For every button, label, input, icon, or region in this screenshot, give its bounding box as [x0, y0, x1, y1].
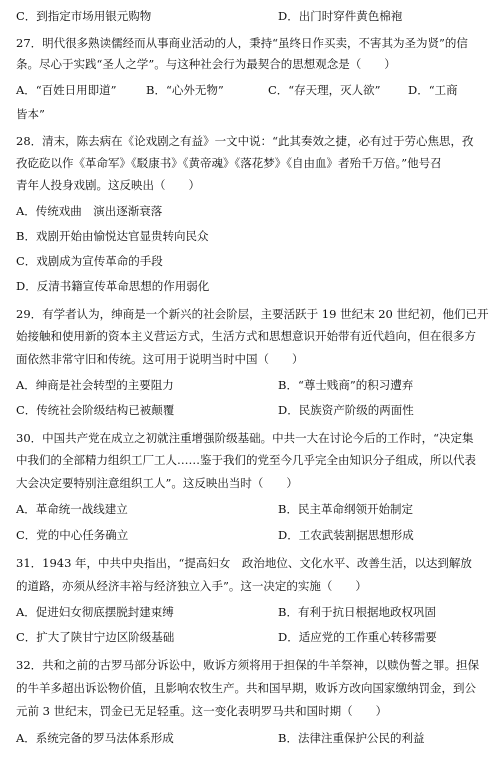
question-32-stem-line-2: 的牛羊多超出诉讼物价值，且影响农牧生产。共和国早期，败诉方改向国家缴纳罚金，到公: [16, 681, 476, 695]
question-28-stem-line-2: 孜矻矻以作《革命军》《駁康书》《黄帝魂》《落花梦》《自由血》者殆千万倍。”他号召: [16, 156, 442, 170]
option-c: C．“存天理，灭人欲”: [268, 83, 381, 97]
option-d: D．反清书籍宣传革命思想的作用弱化: [16, 279, 210, 293]
option-b: B．戏剧开始由愉悦达官显贵转向民众: [16, 229, 209, 243]
option-a: A．促进妇女彻底摆脱封建束缚: [16, 605, 174, 619]
question-27-option-continuation: 皆本”: [16, 107, 45, 121]
option-a: A．传统戏曲 演出逐渐衰落: [16, 204, 163, 218]
option-a: A．革命统一战线建立: [16, 502, 128, 516]
question-31-stem-line-2: 的道路，亦须从经济丰裕与经济独立入手”。这一决定的实施（ ）: [16, 579, 367, 593]
option-row: [16, 629, 484, 645]
option-d: D．适应党的工作重心转移需要: [278, 630, 437, 644]
option-row: [16, 501, 484, 517]
option-c: C．戏剧成为宣传革命的手段: [16, 254, 163, 268]
question-28-stem-line-3: 青年人投身戏剧。这反映出（ ）: [16, 178, 200, 192]
question-27-stem-line-1: 27．明代很多熟读儒经而从事商业活动的人，秉持“虽终日作买卖，不害其为圣为贤”的信: [16, 36, 468, 50]
question-32-stem-line-3: 元前 3 世纪末，罚金已无足轻重。这一变化表明罗马共和国时期（ ）: [16, 704, 388, 718]
question-32-stem-line-1: 32．共和之前的古罗马部分诉讼中，败诉方须将用于担保的牛羊祭神，以赎伪誓之罪。担保: [16, 658, 480, 672]
option-row: [16, 8, 484, 24]
option-b: B．有利于抗日根据地政权巩固: [278, 605, 436, 619]
option-row: [16, 377, 484, 393]
question-31-stem-line-1: 31．1943 年，中共中央指出，“提高妇女 政治地位、文化水平、改善生活，以达到解放: [16, 556, 472, 570]
option-c: C．到指定市场用银元购物: [16, 9, 152, 23]
option-d: D．民族资产阶级的两面性: [278, 403, 414, 417]
question-29-stem-line-1: 29．有学者认为，绅商是一个新兴的社会阶层，主要活跃于 19 世纪末 20 世纪初，他们已开: [16, 307, 489, 321]
question-30-stem-line-1: 30．中国共产党在成立之初就注重增强阶级基础。中共一大在讨论今后的工作时，“决定集: [16, 431, 474, 445]
option-row: [16, 730, 484, 746]
option-row: [16, 402, 484, 418]
option-b: B．“心外无物”: [146, 83, 224, 97]
option-c: C．扩大了陕甘宁边区阶级基础: [16, 630, 175, 644]
option-d: D．“工商: [408, 83, 458, 97]
option-c: C．党的中心任务确立: [16, 528, 129, 542]
option-b: B．法律注重保护公民的利益: [278, 731, 425, 745]
option-row: [16, 604, 484, 620]
question-29-stem-line-2: 始接触和使用新的资本主义营运方式，生活方式和思想意识开始带有近代趋向，但在很多方: [16, 329, 476, 343]
question-27-options: [16, 82, 484, 98]
option-b: B．民主革命纲领开始制定: [278, 502, 413, 516]
question-27-stem-line-2: 条。尽心于实践“圣人之学”。与这种社会行为最契合的思想观念是（ ）: [16, 57, 396, 71]
option-b: B．“尊士贱商”的积习遭弃: [278, 378, 414, 392]
question-30-stem-line-2: 中我们的全部精力组织工厂工人……鉴于我们的党至今几乎完全由知识分子组成，所以代表: [16, 453, 476, 467]
question-30-stem-line-3: 大会决定要特别注意组织工人”。这反映出当时（ ）: [16, 476, 298, 490]
question-28-stem-line-1: 28．清末，陈去病在《论戏剧之有益》一文中说：“此其奏效之捷，必有过于劳心焦思，孜: [16, 134, 474, 148]
option-c: C．传统社会阶级结构已被颠覆: [16, 403, 175, 417]
option-a: A．系统完备的罗马法体系形成: [16, 731, 174, 745]
option-row: [16, 527, 484, 543]
option-a: A．绅商是社会转型的主要阻力: [16, 378, 174, 392]
option-d: D．工农武装割据思想形成: [278, 528, 414, 542]
option-d: D．出门时穿件黄色棉袍: [278, 9, 403, 23]
question-29-stem-line-3: 面依然非常守旧和传统。这可用于说明当时中国（ ）: [16, 352, 304, 366]
option-a: A．“百姓日用即道”: [16, 83, 117, 97]
